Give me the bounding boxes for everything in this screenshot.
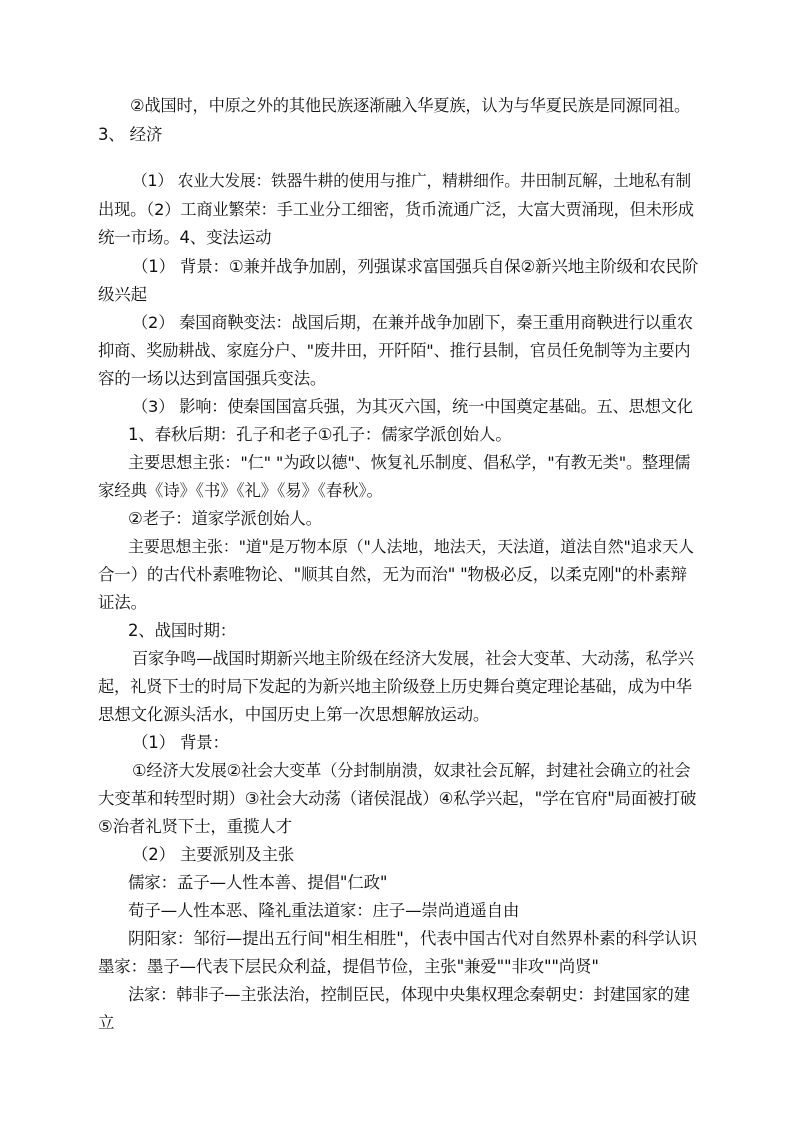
text-line: （1） 农业大发展：铁器牛耕的使用与推广，精耕细作。井田制瓦解，土地私有制: [132, 171, 691, 190]
text-line: 2、战国时期：: [128, 621, 237, 640]
text-line: 墨家：墨子—代表下层民众利益，提倡节俭，主张"兼爱""非攻""尚贤": [98, 957, 599, 976]
text-line: 主要思想主张："仁" "为政以德"、恢复礼乐制度、倡私学，"有教无类"。整理儒: [128, 453, 691, 472]
text-line: 主要思想主张："道"是万物本原（"人法地，地法天，天法道，道法自然"追求天人: [128, 537, 694, 556]
text-line: 合一）的古代朴素唯物论、"顺其自然，无为而治" "物极必反，以柔克刚"的朴素辩: [98, 565, 687, 584]
text-line: 法家：韩非子—主张法治，控制臣民，体现中央集权理念秦朝史：封建国家的建: [128, 985, 690, 1004]
text-line: 家经典《诗》《书》《礼》《易》《春秋》。: [98, 481, 383, 500]
text-line: 大变革和转型时期）③社会大动荡（诸侯混战）④私学兴起，"学在官府"局面被打破: [98, 789, 697, 808]
text-line: 抑商、奖励耕战、家庭分户、"废井田，开阡陌"、推行县制，官员任免制等为主要内: [98, 341, 691, 360]
text-line: 出现。（2）工商业繁荣：手工业分工细密，货币流通广泛，大富大贾涌现，但未形成: [98, 200, 694, 219]
text-line: 起，礼贤下士的时局下发起的为新兴地主阶级登上历史舞台奠定理论基础，成为中华: [98, 677, 692, 696]
text-line: 统一市场。4、变法运动: [98, 228, 272, 247]
section-heading: 3、 经济: [98, 125, 163, 144]
text-line: ②战国时，中原之外的其他民族逐渐融入华夏族，认为与华夏民族是同源同祖。: [130, 96, 691, 115]
text-line: 级兴起: [98, 285, 147, 304]
text-line: 荀子—人性本恶、隆礼重法道家：庄子—崇尚逍遥自由: [128, 901, 520, 920]
text-line: 阴阳家：邹衍—提出五行间"相生相胜"，代表中国古代对自然界朴素的科学认识: [128, 929, 697, 948]
text-line: 思想文化源头活水，中国历史上第一次思想解放运动。: [98, 705, 490, 724]
text-line: 儒家：孟子—人性本善、提倡"仁政": [128, 873, 388, 892]
text-line: 立: [98, 1013, 115, 1032]
text-line: ①经济大发展②社会大变革（分封制崩溃，奴隶社会瓦解，封建社会确立的社会: [132, 761, 691, 780]
text-line: （1） 背景：: [132, 733, 229, 752]
text-line: （1） 背景：①兼并战争加剧，列强谋求富国强兵自保②新兴地主阶级和农民阶: [132, 257, 699, 276]
text-line: ②老子：道家学派创始人。: [128, 509, 322, 528]
text-line: 证法。: [98, 593, 147, 612]
text-line: （3） 影响：使秦国国富兵强，为其灭六国，统一中国奠定基础。五、思想文化: [132, 397, 693, 416]
text-line: （2） 主要派别及主张: [132, 845, 295, 864]
text-line: 1、春秋后期：孔子和老子①孔子：儒家学派创始人。: [128, 425, 512, 444]
text-line: 容的一场以达到富国强兵变法。: [98, 369, 327, 388]
text-line: 百家争鸣—战国时期新兴地主阶级在经济大发展，社会大变革、大动荡，私学兴: [132, 649, 694, 668]
text-line: ⑤治者礼贤下士，重揽人才: [98, 817, 292, 836]
text-line: （2） 秦国商鞅变法：战国后期，在兼并战争加剧下，秦王重用商鞅进行以重农: [132, 313, 693, 332]
